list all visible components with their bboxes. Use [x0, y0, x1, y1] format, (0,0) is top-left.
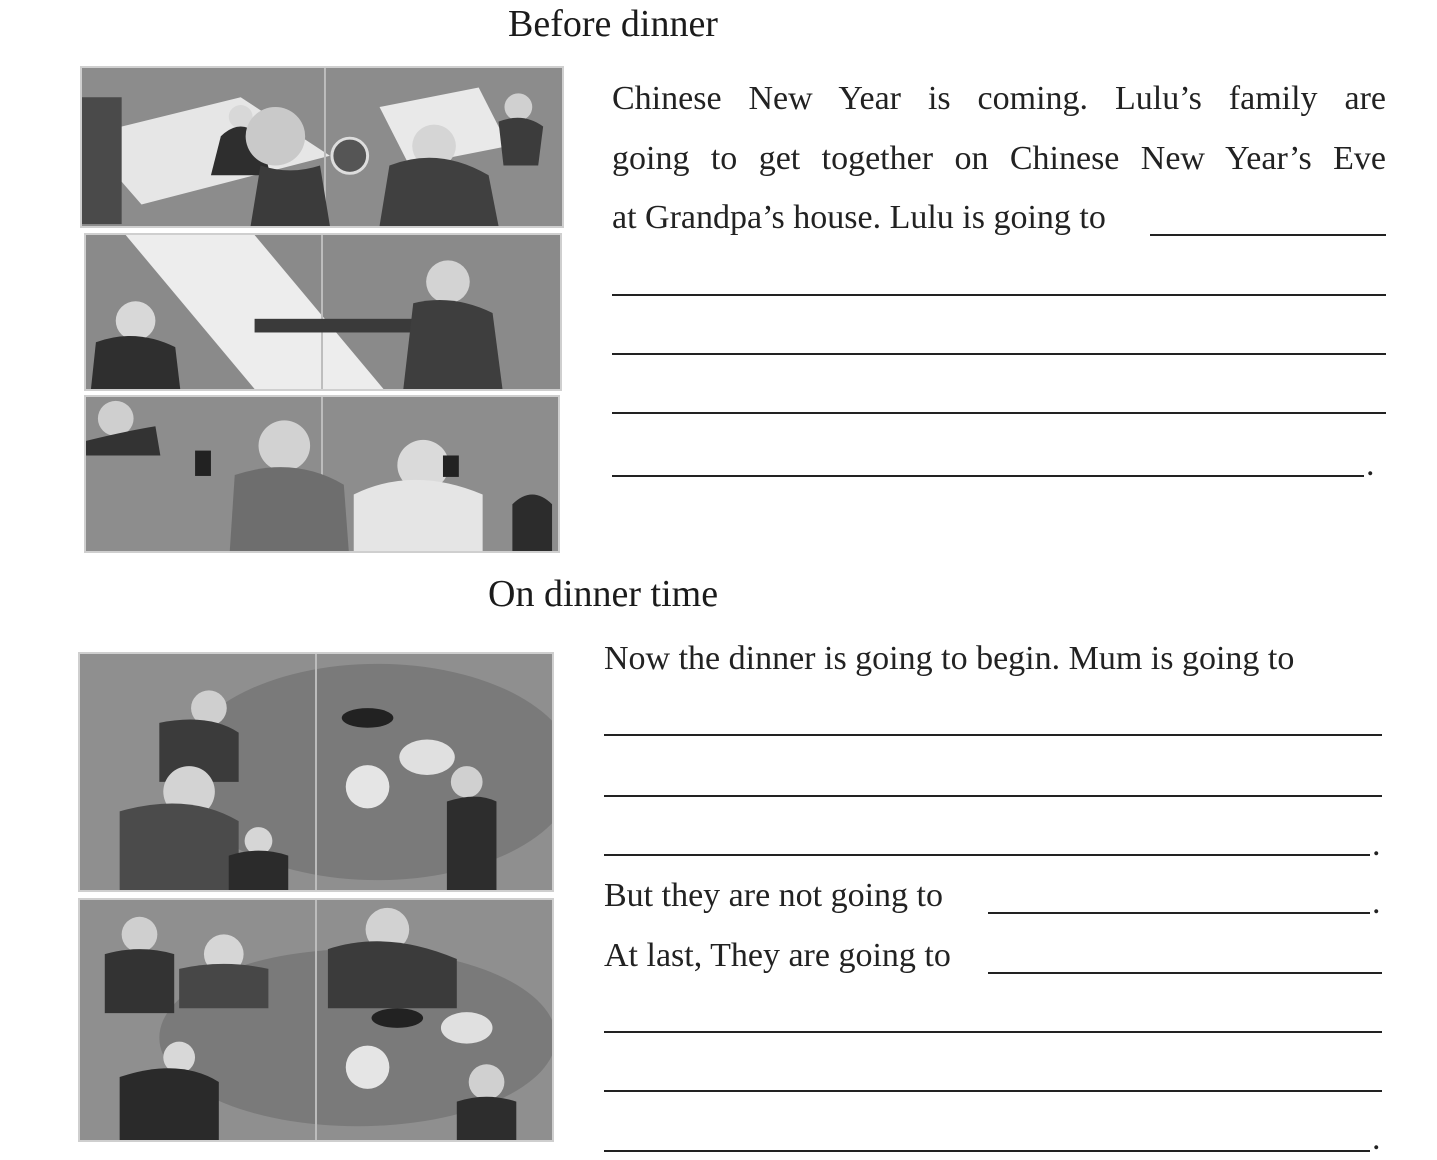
answer-blank-at-last-4[interactable]	[604, 1150, 1370, 1152]
answer-blank-mum-2[interactable]	[604, 795, 1382, 797]
illustration-dinner-1	[78, 652, 554, 892]
period-mark: .	[1366, 446, 1375, 483]
answer-blank-at-last-3[interactable]	[604, 1090, 1382, 1092]
illustration-dinner-2	[78, 898, 554, 1142]
illustration-before-dinner-2	[84, 233, 562, 391]
period-mark: .	[1372, 1120, 1381, 1157]
answer-blank-mum-1[interactable]	[604, 734, 1382, 736]
answer-blank-at-last-2[interactable]	[604, 1031, 1382, 1033]
dinner-line-1: Now the dinner is going to begin. Mum is going to	[604, 640, 1295, 677]
answer-blank-lulu-5[interactable]	[612, 475, 1364, 477]
heading-on-dinner-time: On dinner time	[488, 573, 719, 615]
answer-blank-lulu-3[interactable]	[612, 353, 1386, 355]
answer-blank-lulu-1[interactable]	[1150, 234, 1386, 236]
period-mark: .	[1372, 884, 1381, 921]
answer-blank-at-last-1[interactable]	[988, 972, 1382, 974]
illustration-before-dinner-1	[80, 66, 564, 228]
period-mark: .	[1372, 826, 1381, 863]
answer-blank-lulu-4[interactable]	[612, 412, 1386, 414]
heading-before-dinner: Before dinner	[508, 3, 718, 45]
answer-blank-not-going[interactable]	[988, 912, 1370, 914]
not-going-label: But they are not going to	[604, 877, 944, 914]
at-last-label: At last, They are going to	[604, 937, 951, 974]
illustration-before-dinner-3	[84, 395, 560, 553]
before-dinner-line-2: going to get together on Chinese New Year’s Eve	[612, 140, 1386, 177]
before-dinner-line-1: Chinese New Year is coming. Lulu’s family are	[612, 80, 1386, 117]
answer-blank-mum-3[interactable]	[604, 854, 1370, 856]
before-dinner-line-3: at Grandpa’s house. Lulu is going to	[612, 199, 1106, 236]
answer-blank-lulu-2[interactable]	[612, 294, 1386, 296]
